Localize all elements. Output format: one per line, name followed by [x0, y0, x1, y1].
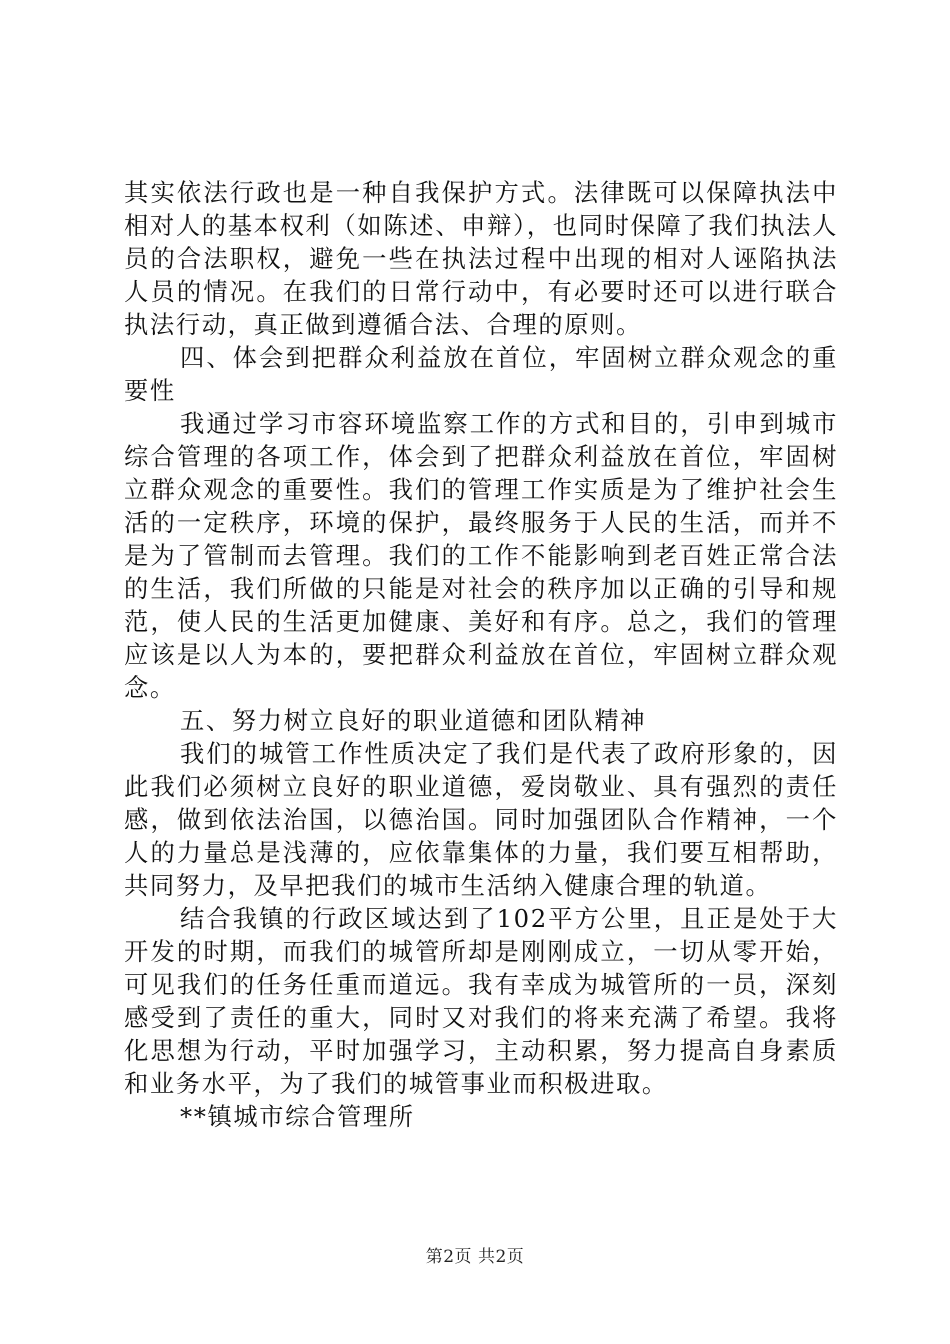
- document-body: [124, 176, 838, 1133]
- page-number-footer: 第2页 共2页: [425, 1247, 525, 1267]
- paragraph-conclusion: 结合我镇的行政区域达到了102平方公里，且正是处于大开发的时期，而我们的城管所却是刚刚成立，一切从零开始，可见我们的任务任重而道远。我有幸成为城管所的一员，深刻感受到了责任的重大，同时又对我们的将来充满了希望。我将化思想为行动，平时加强学习，主动积累，努力提高自身素质和业务水平，为了我们的城管事业而积极进取。: [124, 904, 838, 1098]
- section-heading-four: 四、体会到把群众利益放在首位，牢固树立群众观念的重要性: [124, 343, 838, 405]
- paragraph-continuation: 其实依法行政也是一种自我保护方式。法律既可以保障执法中相对人的基本权利（如陈述、申辩），也同时保障了我们执法人员的合法职权，避免一些在执法过程中出现的相对人诬陷执法人员的情况。在我们的日常行动中，有必要时还可以进行联合执法行动，真正做到遵循合法、合理的原则。: [124, 178, 838, 339]
- section-heading-five: 五、努力树立良好的职业道德和团队精神: [180, 706, 647, 735]
- paragraph-section-five: 我们的城管工作性质决定了我们是代表了政府形象的，因此我们必须树立良好的职业道德，爱岗敬业、具有强烈的责任感，做到依法治国，以德治国。同时加强团队合作精神，一个人的力量总是浅薄的，应依靠集体的力量，我们要互相帮助，共同努力，及早把我们的城市生活纳入健康合理的轨道。: [124, 739, 838, 900]
- signature-organization: **镇城市综合管理所: [180, 1102, 415, 1131]
- paragraph-section-four: 我通过学习市容环境监察工作的方式和目的，引申到城市综合管理的各项工作，体会到了把群众利益放在首位，牢固树立群众观念的重要性。我们的管理工作实质是为了维护社会生活的一定秩序，环境的保护，最终服务于人民的生活，而并不是为了管制而去管理。我们的工作不能影响到老百姓正常合法的生活，我们所做的只能是对社会的秩序加以正确的引导和规范，使人民的生活更加健康、美好和有序。总之，我们的管理应该是以人为本的，要把群众利益放在首位，牢固树立群众观念。: [124, 409, 838, 702]
